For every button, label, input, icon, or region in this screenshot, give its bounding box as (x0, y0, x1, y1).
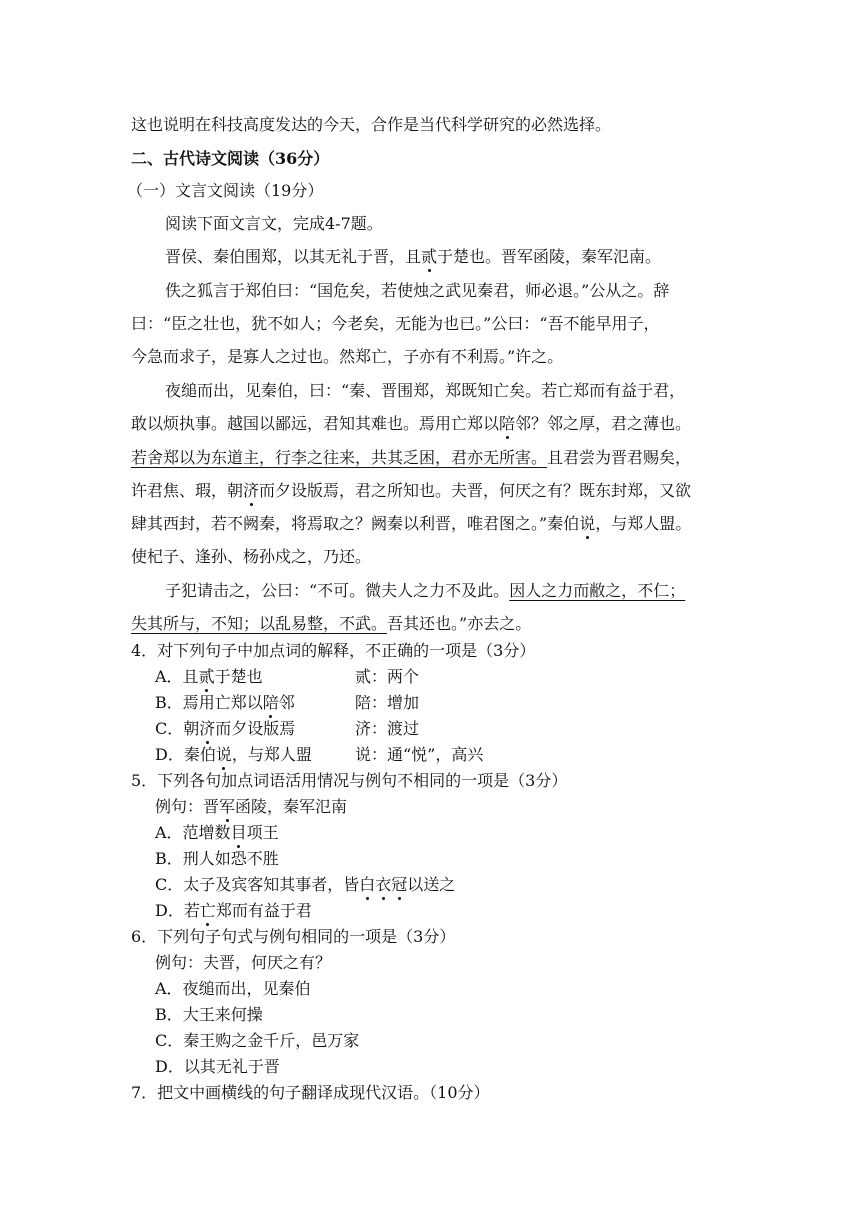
dotted-word: 贰 (421, 247, 438, 266)
passage-text: 许君焦、瑕，朝 (131, 481, 244, 500)
dotted-word: 衣 (375, 875, 392, 894)
question-6-stem: 6．下列句子句式与例句相同的一项是（3分） (131, 927, 456, 946)
q6-example: 例句：夫晋，何厌之有？ (155, 953, 332, 972)
dotted-word: 白 (359, 875, 376, 894)
passage-line (131, 413, 691, 435)
dotted-word: 目 (230, 823, 247, 842)
q5-option-a (155, 822, 279, 844)
q4-option-d (155, 744, 483, 766)
q6-option-d: D．以其无礼于晋 (155, 1057, 280, 1076)
section-title: 二、古代诗文阅读（36分） (131, 149, 330, 168)
dotted-word: 陪 (499, 414, 516, 433)
option-text: 郑而有益于君 (215, 901, 312, 920)
option-text: 例句：晋 (155, 797, 220, 816)
option-text: A．范增数 (155, 823, 231, 842)
option-text: ，与郑人盟 (231, 745, 312, 764)
option-explanation: 说：通“悦”，高兴 (355, 745, 484, 764)
option-text: 邻 (278, 693, 295, 712)
q6-option-b: B．大王来何操 (155, 1005, 263, 1024)
passage-text: 邻？邻之厚，君之薄也。 (515, 414, 692, 433)
option-text: 项王 (246, 823, 279, 842)
passage-line: 使杞子、逢孙、杨孙戍之，乃还。 (131, 547, 372, 566)
passage-text: 肆其西封，若不阙秦，将焉取之？阙秦以利晋，唯君图之。”秦伯 (131, 514, 580, 533)
passage-line (131, 513, 691, 535)
passage-line: 夜缒而出，见秦伯，曰：“秦、晋围郑，郑既知亡矣。若亡郑而有益于君， (165, 381, 686, 400)
q6-option-a: A．夜缒而出，见秦伯 (155, 979, 311, 998)
passage-paragraph-1 (165, 246, 661, 268)
underlined-sentence: 失其所与，不知；以乱易整，不武。 (131, 614, 388, 633)
passage-line: 佚之狐言于郑伯曰：“国危矣，若使烛之武见秦君，师必退。”公从之。辞 (165, 281, 670, 300)
passage-text: 且君尝为晋君赐矣， (547, 448, 692, 467)
question-7-stem: 7．把文中画横线的句子翻译成现代汉语。（10分） (131, 1083, 490, 1102)
question-5-stem: 5．下列各句加点词语活用情况与例句不相同的一项是（3分） (131, 771, 568, 790)
dotted-word: 陪 (262, 693, 279, 712)
dotted-word: 军 (219, 797, 236, 816)
option-text: 函陵，秦军氾南 (235, 797, 348, 816)
passage-text: 吾其还也。”亦去之。 (387, 614, 532, 633)
passage-text: 晋侯、秦伯围郑，以其无礼于晋，且 (165, 247, 422, 266)
passage-line: 今急而求子，是寡人之过也。然郑亡，子亦有不利焉。”许之。 (131, 347, 564, 366)
question-4-stem: 4．对下列句子中加点词的解释，不正确的一项是（3分） (131, 641, 536, 660)
q5-option-d (155, 900, 312, 922)
dotted-word: 说 (579, 514, 596, 533)
passage-line (131, 480, 691, 502)
passage-line (165, 580, 685, 602)
underlined-sentence: 因人之力而敝之，不仁； (509, 581, 686, 600)
dotted-word: 济 (243, 481, 260, 500)
dotted-word: 亡 (199, 901, 216, 920)
q4-option-a (155, 666, 419, 688)
q4-option-c (155, 718, 419, 740)
dotted-word: 济 (199, 719, 216, 738)
passage-text: ，与郑人盟。 (595, 514, 692, 533)
dotted-word: 贰 (198, 667, 215, 686)
option-explanation: 陪：增加 (355, 693, 420, 712)
option-text: A．且 (155, 667, 199, 686)
option-text: 于楚也 (214, 667, 263, 686)
q4-option-b (155, 692, 419, 714)
option-text: C．朝 (155, 719, 200, 738)
option-text: 而夕设版焉 (215, 719, 296, 738)
dotted-word: 冠 (391, 875, 408, 894)
option-text: D．秦伯 (155, 745, 216, 764)
option-text: B．焉用亡郑以 (155, 693, 263, 712)
q5-option-b: B．刑人如恐不胜 (155, 849, 279, 868)
dotted-word: 说 (215, 745, 232, 764)
instruction: 阅读下面文言文，完成4-7题。 (165, 214, 383, 233)
option-text: D．若 (155, 901, 200, 920)
passage-line: 曰：“臣之壮也，犹不如人；今老矣，无能为也已。”公曰：“吾不能早用子， (131, 314, 660, 333)
option-explanation: 济：渡过 (355, 719, 420, 738)
passage-line (131, 447, 691, 469)
q6-option-c: C．秦王购之金千斤，邑万家 (155, 1031, 360, 1050)
passage-text: 敢以烦执事。越国以鄙远，君知其难也。焉用亡郑以 (131, 414, 500, 433)
option-text: 以送之 (407, 875, 456, 894)
q5-example (155, 796, 347, 818)
passage-text: 而夕设版焉，君之所知也。夫晋，何厌之有？既东封郑，又欲 (259, 481, 692, 500)
intro-line: 这也说明在科技高度发达的今天，合作是当代科学研究的必然选择。 (131, 115, 612, 134)
subsection-title: （一）文言文阅读（19分） (127, 181, 324, 200)
passage-text: 子犯请击之，公曰：“不可。微夫人之力不及此。 (165, 581, 510, 600)
passage-line (131, 613, 531, 635)
option-text: C．太子及宾客知其事者，皆 (155, 875, 360, 894)
passage-text: 于楚也。晋军函陵，秦军氾南。 (437, 247, 662, 266)
q5-option-c (155, 874, 455, 896)
option-explanation: 贰：两个 (355, 667, 420, 686)
underlined-sentence: 若舍郑以为东道主，行李之往来，共其乏困，君亦无所害。 (131, 448, 548, 467)
